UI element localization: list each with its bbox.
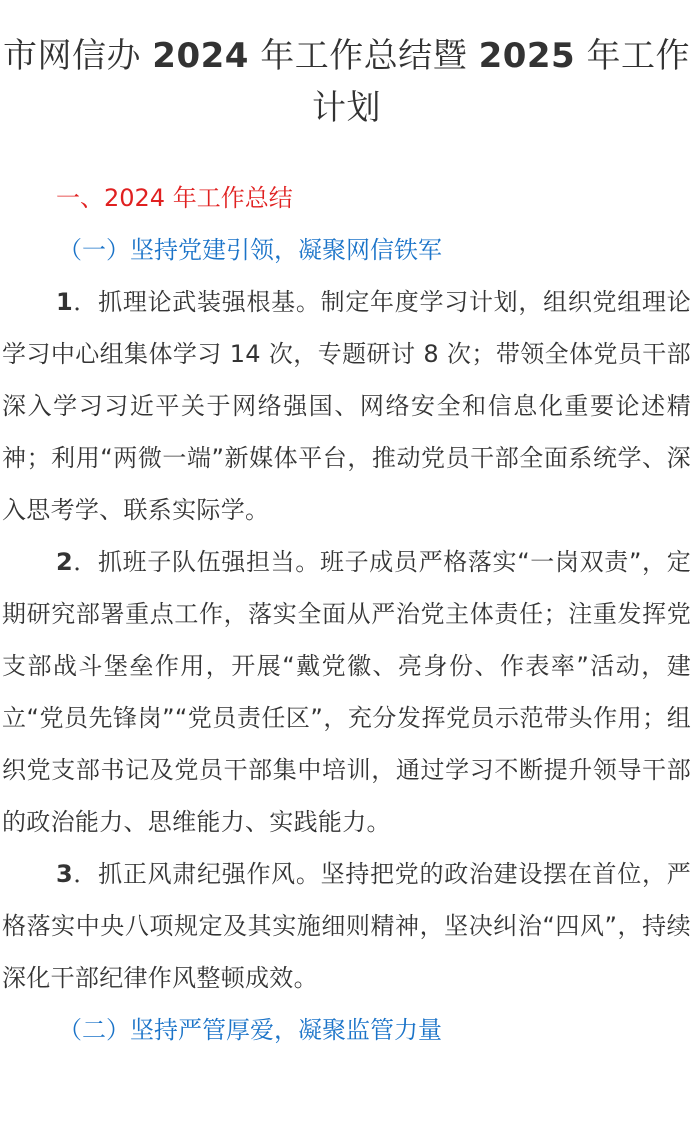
- title-year-2024: 2024: [152, 36, 249, 76]
- sub-heading-1: （一）坚持党建引领，凝聚网信铁军: [58, 236, 442, 264]
- document-page: [0, 30, 693, 1127]
- title-part-2: 年工作总结暨: [248, 36, 479, 76]
- document-title: [2, 30, 691, 134]
- paragraph-text: ．抓理论武装强根基。制定年度学习计划，组织党组理论学习中心组集体学习 14 次，专题研讨 8 次；带领全体党员干部深入学习习近平关于网络强国、网络安全和信息化重要论述精神；利用“两微一端”新媒体平台，推动党员干部全面系统学、深入思考学、联系实际学。: [2, 288, 691, 524]
- title-part-1: 市网信办: [2, 36, 153, 76]
- paragraph-number: 3: [56, 860, 73, 888]
- paragraph-1: [2, 276, 691, 536]
- title-year-2025: 2025: [478, 36, 576, 76]
- paragraph-2: [2, 536, 691, 848]
- title-part-3: 年工作计划: [312, 36, 691, 128]
- paragraph-text: ．抓正风肃纪强作风。坚持把党的政治建设摆在首位，严格落实中央八项规定及其实施细则精神，坚决纠治“四风”，持续深化干部纪律作风整顿成效。: [2, 860, 691, 992]
- section-heading-1: 一、2024 年工作总结: [56, 184, 293, 212]
- paragraph-3: [2, 848, 691, 1004]
- sub-heading-2: （二）坚持严管厚爱，凝聚监管力量: [58, 1016, 442, 1044]
- paragraph-number: 1: [56, 288, 73, 316]
- paragraph-number: 2: [56, 548, 73, 576]
- paragraph-text: ．抓班子队伍强担当。班子成员严格落实“一岗双责”，定期研究部署重点工作，落实全面从严治党主体责任；注重发挥党支部战斗堡垒作用，开展“戴党徽、亮身份、作表率”活动，建立“党员先锋岗”“党员责任区”，充分发挥党员示范带头作用；组织党支部书记及党员干部集中培训，通过学习不断提升领导干部的政治能力、思维能力、实践能力。: [2, 548, 691, 836]
